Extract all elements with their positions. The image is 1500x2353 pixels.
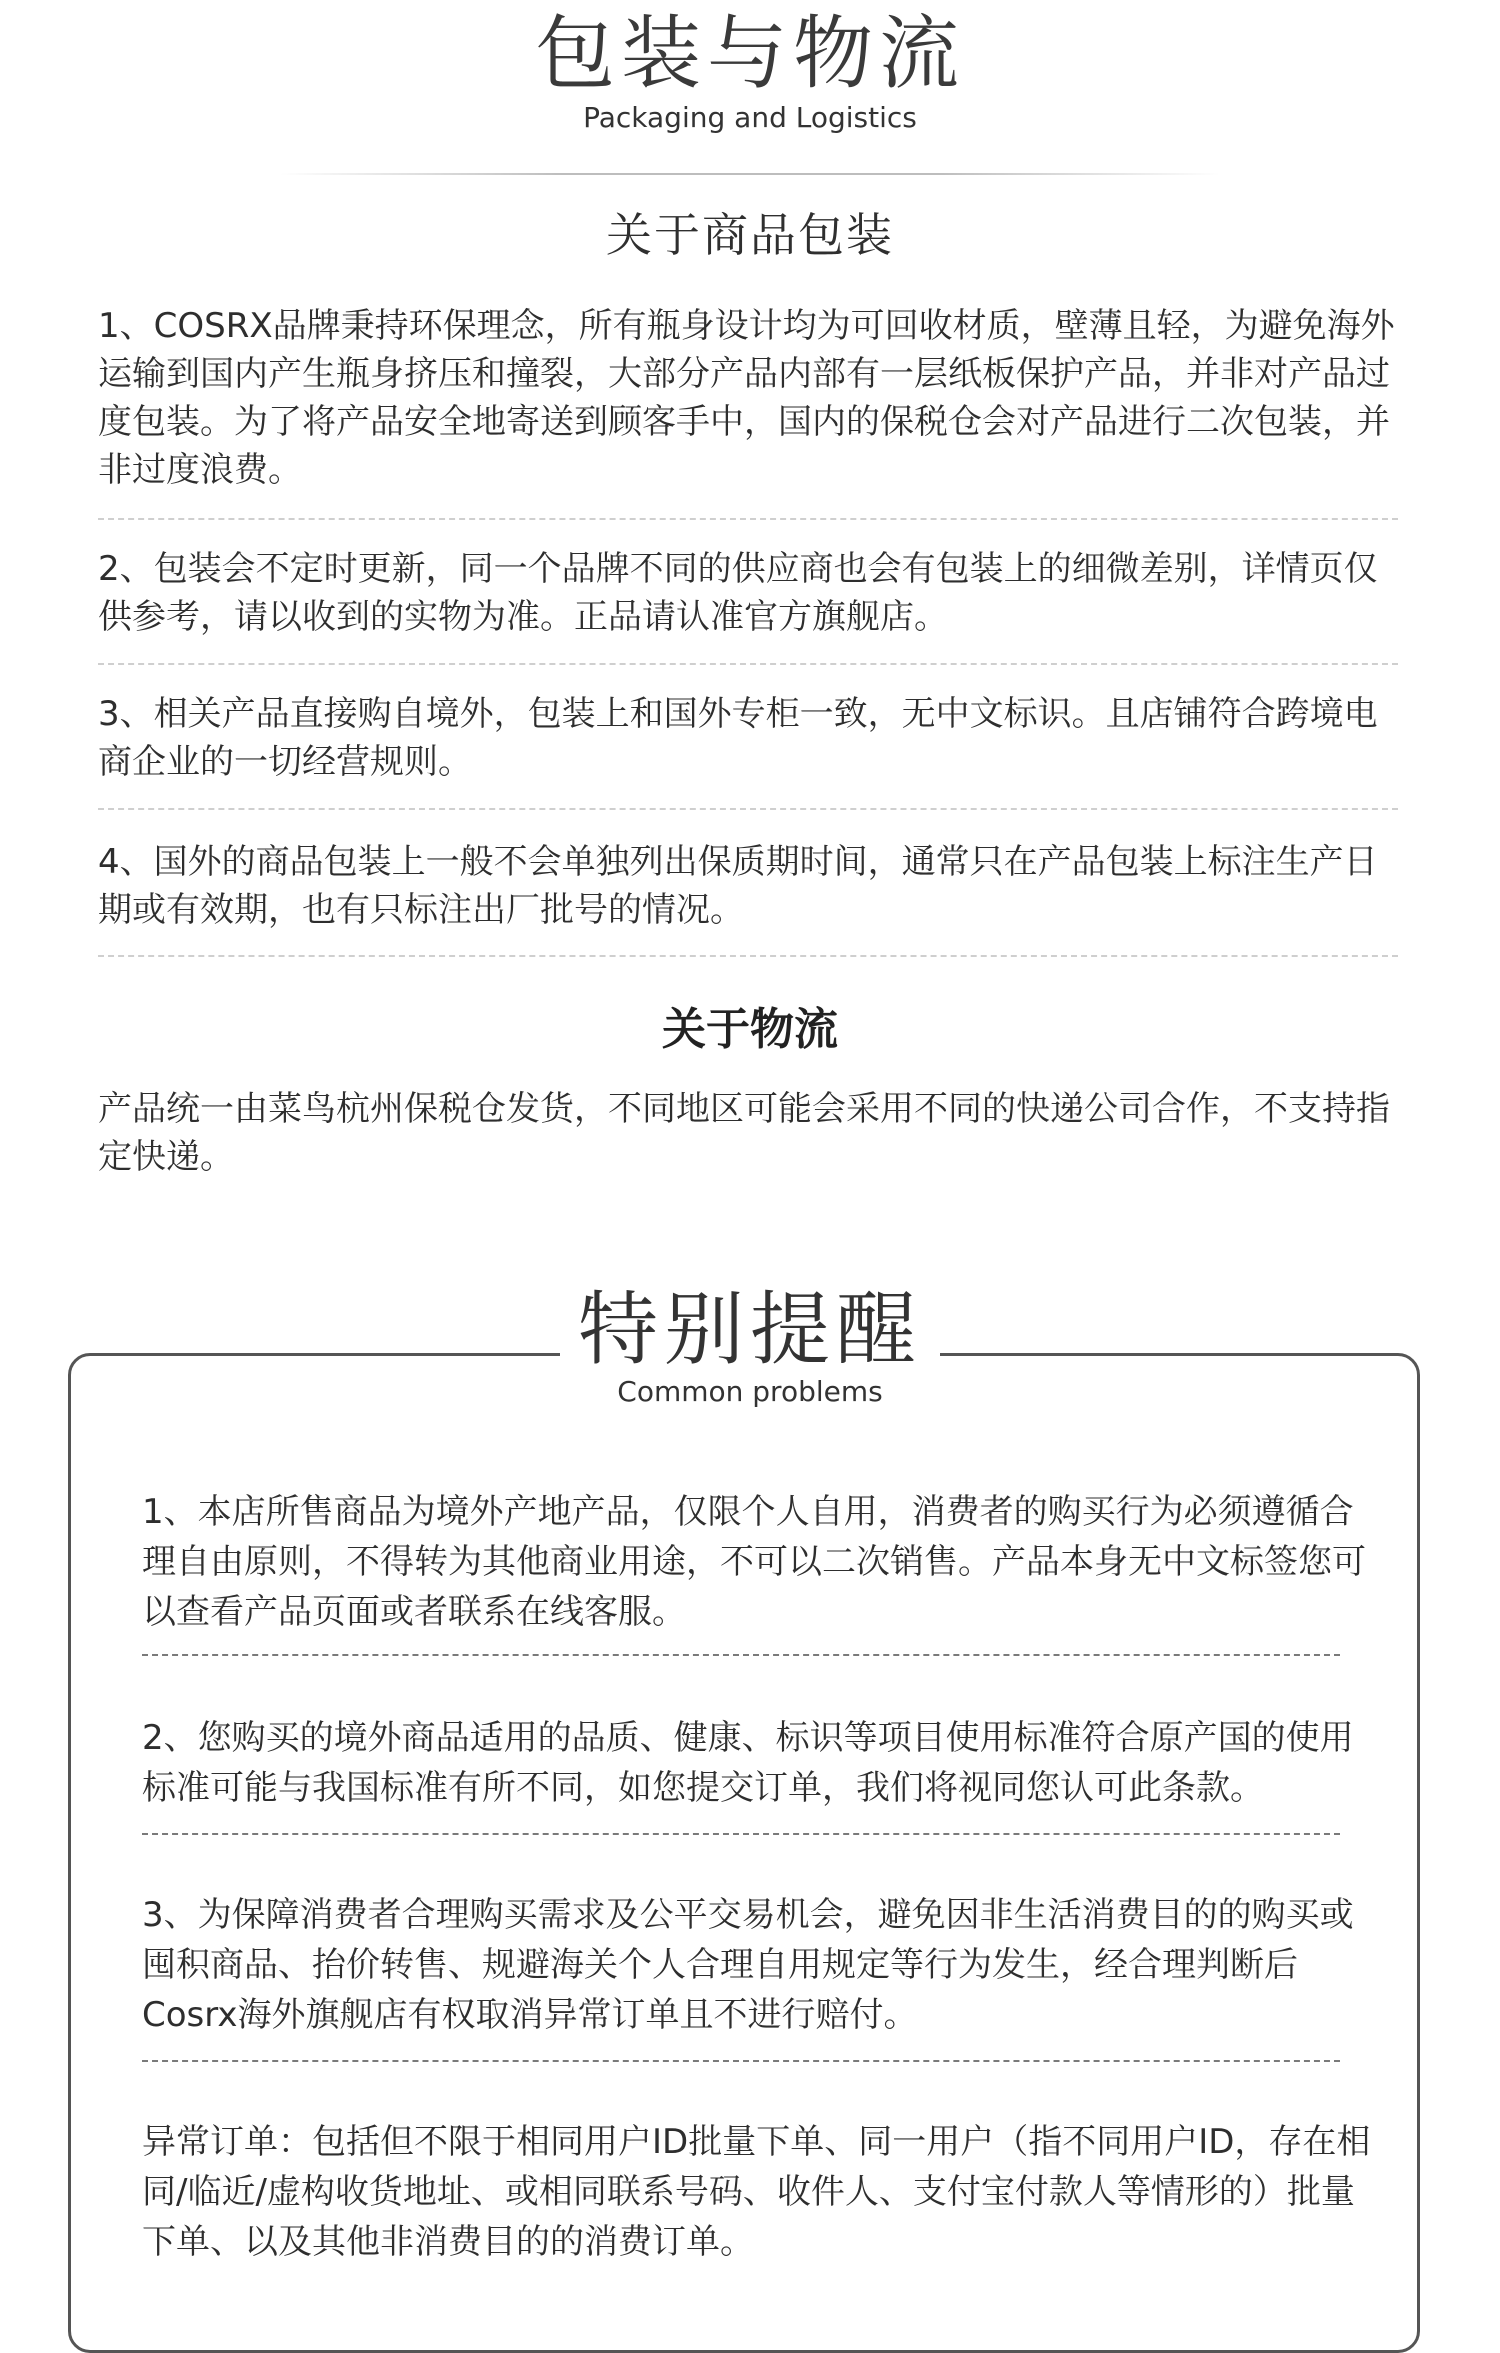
dashed-divider bbox=[98, 808, 1398, 810]
packaging-item: 4、国外的商品包装上一般不会单独列出保质期时间，通常只在产品包装上标注生产日期或有效期，也有只标注出厂批号的情况。 bbox=[98, 842, 1378, 930]
dashed-divider bbox=[142, 1654, 1340, 1656]
notice-item: 异常订单：包括但不限于相同用户ID批量下单、同一用户（指不同用户ID，存在相同/临近/虚构收货地址、或相同联系号码、收件人、支付宝付款人等情形的）批量下单、以及其他非消费目的的消费订单。 bbox=[142, 2122, 1371, 2262]
dashed-divider bbox=[142, 2060, 1340, 2062]
dashed-divider bbox=[142, 1833, 1340, 1835]
packaging-heading: 关于商品包装 bbox=[606, 208, 894, 262]
notice-section-subtitle: Common problems bbox=[617, 1375, 883, 1408]
dashed-divider bbox=[98, 518, 1398, 520]
notice-section-title bbox=[0, 1280, 1500, 1380]
notice-title-text: 特别提醒 bbox=[560, 1283, 940, 1376]
packaging-item: 2、包装会不定时更新，同一个品牌不同的供应商也会有包装上的细微差别，详情页仅供参考，请以收到的实物为准。正品请认准官方旗舰店。 bbox=[98, 549, 1378, 637]
dashed-divider bbox=[98, 663, 1398, 665]
packaging-item: 3、相关产品直接购自境外，包装上和国外专柜一致，无中文标识。且店铺符合跨境电商企业的一切经营规则。 bbox=[98, 694, 1378, 782]
packaging-item: 1、COSRX品牌秉持环保理念，所有瓶身设计均为可回收材质，壁薄且轻，为避免海外运输到国内产生瓶身挤压和撞裂，大部分产品内部有一层纸板保护产品，并非对产品过度包装。为了将产品安全地寄送到顾客手中，国内的保税仓会对产品进行二次包装，并非过度浪费。 bbox=[98, 306, 1395, 490]
dashed-divider bbox=[98, 955, 1398, 957]
notice-item: 1、本店所售商品为境外产地产品，仅限个人自用，消费者的购买行为必须遵循合理自由原则，不得转为其他商业用途，不可以二次销售。产品本身无中文标签您可以查看产品页面或者联系在线客服。 bbox=[142, 1492, 1366, 1632]
notice-item: 3、为保障消费者合理购买需求及公平交易机会，避免因非生活消费目的的购买或囤积商品、抬价转售、规避海关个人合理自用规定等行为发生，经合理判断后Cosrx海外旗舰店有权取消异常订单且不进行赔付。 bbox=[142, 1895, 1354, 2035]
logistics-heading: 关于物流 bbox=[662, 1004, 838, 1055]
title-divider bbox=[280, 173, 1220, 175]
packaging-section-title: 包装与物流 bbox=[535, 7, 965, 100]
packaging-section-subtitle: Packaging and Logistics bbox=[583, 101, 917, 134]
notice-item: 2、您购买的境外商品适用的品质、健康、标识等项目使用标准符合原产国的使用标准可能与我国标准有所不同，如您提交订单，我们将视同您认可此条款。 bbox=[142, 1718, 1354, 1808]
logistics-text: 产品统一由菜鸟杭州保税仓发货，不同地区可能会采用不同的快递公司合作，不支持指定快递。 bbox=[98, 1089, 1390, 1177]
